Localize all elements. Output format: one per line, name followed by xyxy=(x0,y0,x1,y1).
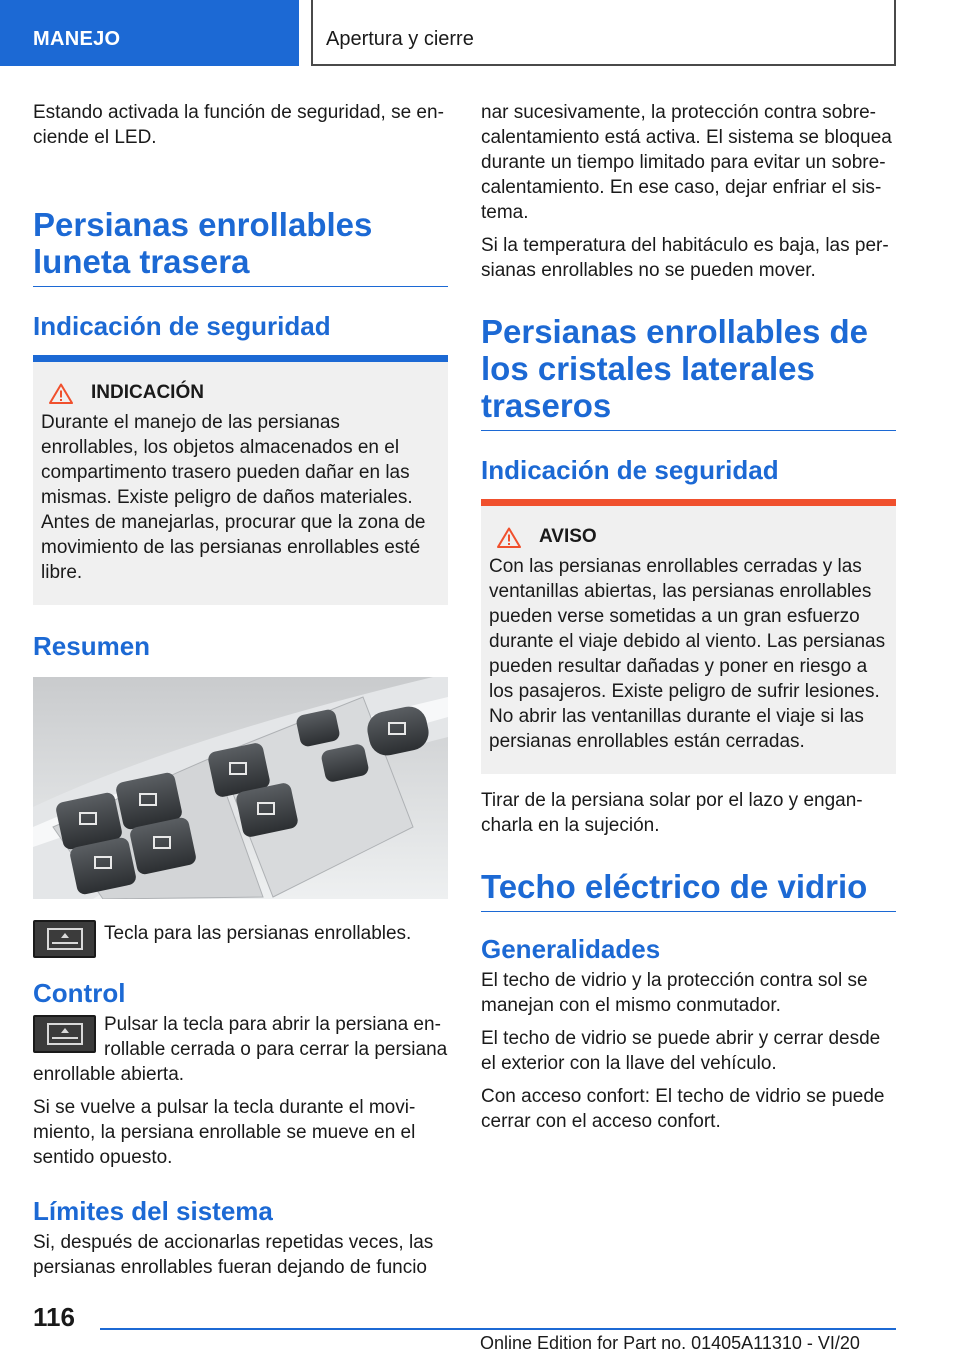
low-temp-text: Si la temperatura del habitáculo es baja, las persianas enrollables no se pueden mover. xyxy=(481,235,889,281)
warning-header xyxy=(489,526,888,548)
blind-button-icon xyxy=(33,1015,96,1053)
limits-heading: Límites del sistema xyxy=(33,1196,273,1226)
notice-header xyxy=(41,382,440,404)
section-heading-glass-roof: Techo eléctrico de vidrio xyxy=(481,868,896,912)
section-heading-rear-blinds: Persianas enrollables luneta trasera xyxy=(33,206,448,287)
warning-title: AVISO xyxy=(539,526,597,547)
limits-text: Si, después de accionarlas repetidas veces, las persianas enrollables fueran dejando de funcio xyxy=(33,1232,434,1278)
section-tab[interactable]: MANEJO xyxy=(0,0,299,66)
warning-text: Con las persianas enrollables cerradas y las ventanillas abiertas, las persianas enrollables pueden verse sometidas a un gran esfuerzo durante el viaje debido al viento. Las persianas pueden resultar dañadas y poner en riesgo a los pasajeros. Existe peligro de sufrir lesiones. No abrir las ventanillas durante el viaje si las persianas enrollables están cerradas. xyxy=(489,556,886,752)
control-text: Pulsar la tecla para abrir la persiana enrollable cerrada o para cerrar la persiana enrollable abierta. xyxy=(33,1014,448,1085)
safety-heading: Indicación de seguridad xyxy=(33,311,331,341)
general-text-1: El techo de vidrio y la protección contra sol se manejan con el mismo conmutador. xyxy=(481,970,868,1016)
right-column xyxy=(481,100,896,1142)
blind-button-icon xyxy=(33,920,96,958)
window-switch-photo xyxy=(33,677,448,899)
warning-box xyxy=(481,506,896,774)
control-row xyxy=(33,1012,448,1087)
warning-triangle-icon xyxy=(497,527,521,548)
footer-edition: Online Edition for Part no. 01405A11310 - VI/20 xyxy=(480,1333,860,1353)
notice-text: Durante el manejo de las persianas enrollables, los objetos almacenados en el compartimento trasero pueden dañar en las mismas. Existe peligro de daños materiales. Antes de manejarlas, procurar que la zona de movimiento de las persianas enrollables esté libre. xyxy=(41,412,426,583)
control-text-2: Si se vuelve a pulsar la tecla durante el movimiento, la persiana enrollable se mueve en el sentido opuesto. xyxy=(33,1097,416,1168)
pull-text: Tirar de la persiana solar por el lazo y engancharla en la sujeción. xyxy=(481,790,863,836)
section-heading-side-blinds: Persianas enrollables de los cristales laterales traseros xyxy=(481,313,896,431)
summary-heading: Resumen xyxy=(33,631,151,661)
control-heading: Control xyxy=(33,978,126,1008)
general-heading: Generalidades xyxy=(481,934,661,964)
general-text-3: Con acceso confort: El techo de vidrio se puede cerrar con el acceso confort. xyxy=(481,1086,885,1132)
notice-box xyxy=(33,362,448,605)
page-number: 116 xyxy=(33,1302,75,1332)
button-caption-row xyxy=(33,917,448,962)
page-header xyxy=(0,0,960,66)
notice-title: INDICACIÓN xyxy=(91,382,204,403)
general-text-2: El techo de vidrio se puede abrir y cerrar desde el exterior con la llave del vehículo. xyxy=(481,1028,881,1074)
heading-rule-warning xyxy=(481,499,896,506)
chapter-title: Apertura y cierre xyxy=(311,0,896,66)
footer-rule xyxy=(100,1328,896,1330)
warning-triangle-icon xyxy=(49,383,73,404)
left-column xyxy=(33,100,448,1288)
intro-paragraph: Estando activada la función de seguridad, se enciende el LED. xyxy=(33,102,444,148)
heading-rule xyxy=(33,355,448,362)
safety-heading-right: Indicación de seguridad xyxy=(481,455,779,485)
overheat-text: nar sucesivamente, la protección contra sobrecalentamiento está activa. El sistema se bloquea durante un tiempo limitado para evitar un sobrecalentamiento. En ese caso, dejar enfriar el sistema. xyxy=(481,102,892,223)
button-caption: Tecla para las persianas enrollables. xyxy=(104,923,412,944)
